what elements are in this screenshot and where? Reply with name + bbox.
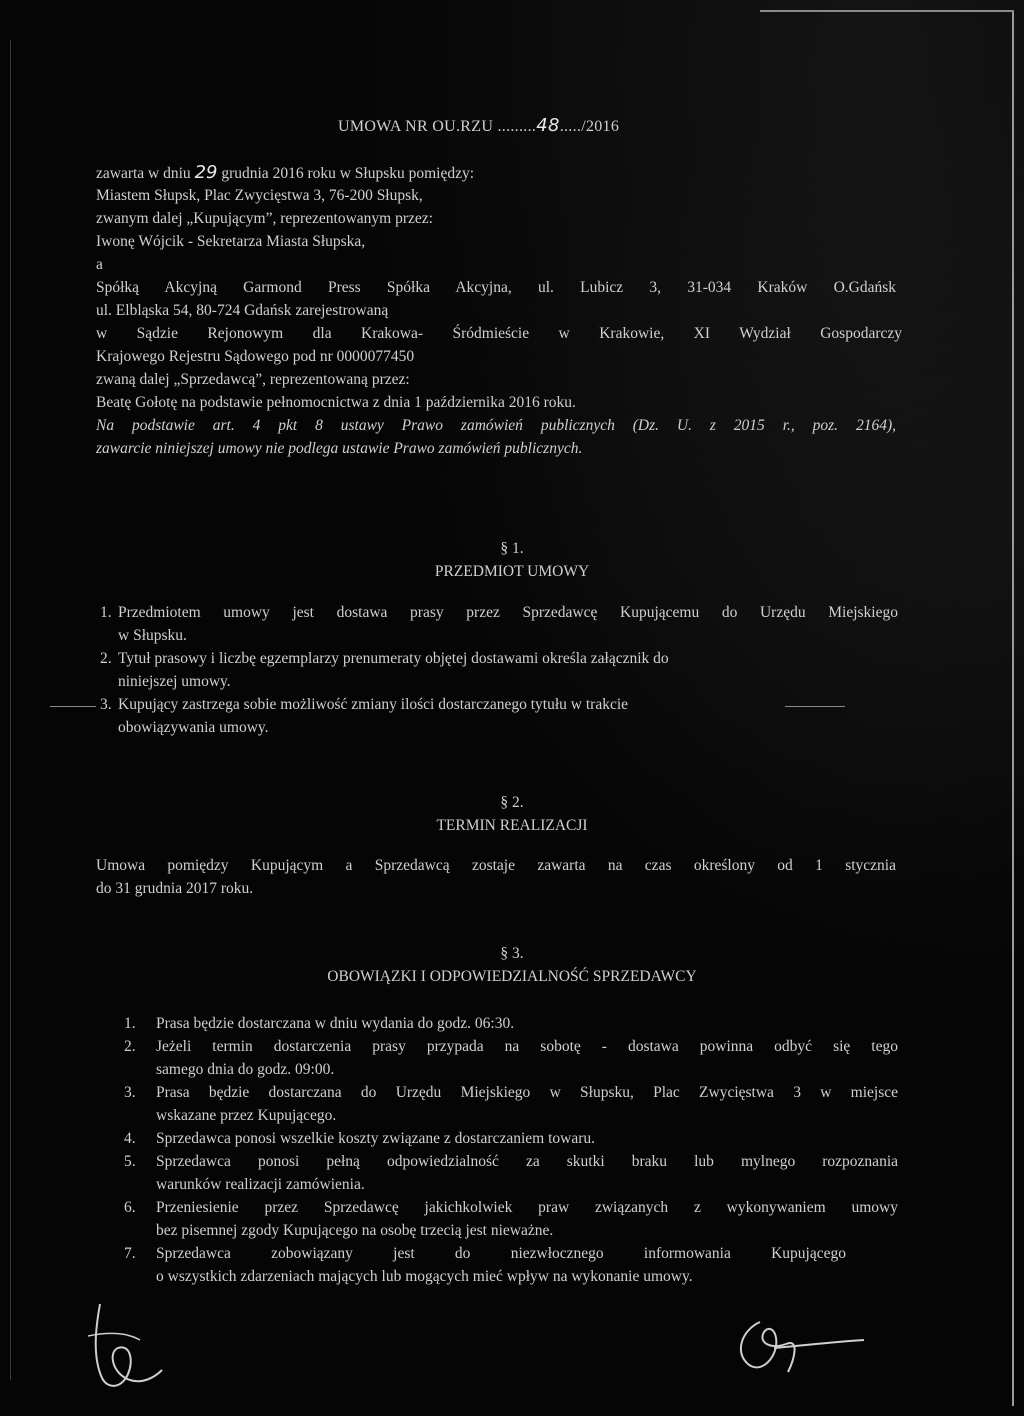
s3-item-7-num: 7.	[124, 1245, 136, 1262]
title-dots-2: .....	[559, 118, 582, 135]
s3-item-5-line2: warunków realizacji zamówienia.	[156, 1176, 365, 1193]
s3-item-1-line1: Prasa będzie dostarczana w dniu wydania do godz. 06:30.	[156, 1015, 515, 1032]
buyer-name: Miastem Słupsk, Plac Zwycięstwa 3, 76-200 Słupsk,	[96, 187, 423, 204]
s3-item-4-num: 4.	[124, 1130, 136, 1147]
strike-mark-right	[785, 706, 845, 707]
s3-item-2-line1: Jeżeli termin dostarczenia prasy przypada na sobotę - dostawa powinna odbyć się tego	[156, 1038, 898, 1055]
conjunction: a	[96, 256, 103, 273]
s3-item-5-num: 5.	[124, 1153, 136, 1170]
buyer-alias: zwanym dalej „Kupującym”, reprezentowanym przez:	[96, 210, 433, 227]
s3-item-1-num: 1.	[124, 1015, 136, 1032]
s3-item-2-num: 2.	[124, 1038, 136, 1055]
s3-item-4-line1: Sprzedawca ponosi wszelkie koszty związane z dostarczaniem towaru.	[156, 1130, 595, 1147]
s1-item-2-line1: Tytuł prasowy i liczbę egzemplarzy prenumeraty objętej dostawami określa załącznik do	[118, 650, 669, 667]
s3-item-5-line1: Sprzedawca ponosi pełną odpowiedzialność za skutki braku lub mylnego rozpoznania	[156, 1153, 898, 1170]
s1-item-2-num: 2.	[100, 650, 112, 667]
s2-text-line2: do 31 grudnia 2017 roku.	[96, 880, 254, 897]
title-year: /2016	[581, 118, 620, 135]
section-1-number: § 1.	[500, 540, 524, 557]
s3-item-7-line1: Sprzedawca zobowiązany jest do niezwłocznego informowania Kupującego	[156, 1245, 846, 1262]
s1-item-3-line1: Kupujący zastrzega sobie możliwość zmiany ilości dostarczanego tytułu w trakcie	[118, 696, 629, 713]
handwritten-day: 29	[194, 162, 218, 183]
seller-name: Spółką Akcyjną Garmond Press Spółka Akcyjna, ul. Lubicz 3, 31-034 Kraków O.Gdańsk	[96, 279, 896, 296]
seller-signature	[730, 1310, 870, 1380]
s3-item-2-line2: samego dnia do godz. 09:00.	[156, 1061, 335, 1078]
s1-item-1-line2: w Słupsku.	[118, 627, 187, 644]
intro-date-line	[96, 163, 474, 183]
seller-alias: zwaną dalej „Sprzedawcą”, reprezentowaną przez:	[96, 371, 410, 388]
s3-item-3-line1: Prasa będzie dostarczana do Urzędu Miejskiego w Słupsku, Plac Zwycięstwa 3 w miejsce	[156, 1084, 898, 1101]
contract-title	[338, 116, 619, 136]
s3-item-3-line2: wskazane przez Kupującego.	[156, 1107, 337, 1124]
s3-item-7-line2: o wszystkich zdarzeniach mających lub mogących mieć wpływ na wykonanie umowy.	[156, 1268, 693, 1285]
seller-registry: Krajowego Rejestru Sądowego pod nr 0000077450	[96, 348, 415, 365]
title-dots: .........	[497, 118, 537, 135]
s3-item-6-line2: bez pisemnej zgody Kupującego na osobę trzecią jest nieważne.	[156, 1222, 554, 1239]
section-2-heading: TERMIN REALIZACJI	[436, 817, 588, 834]
intro-date-prefix: zawarta w dniu	[96, 165, 195, 182]
s2-text-line1: Umowa pomiędzy Kupującym a Sprzedawcą zostaje zawarta na czas określony od 1 stycznia	[96, 857, 896, 874]
legal-basis-cont: zawarcie niniejszej umowy nie podlega ustawie Prawo zamówień publicznych.	[96, 440, 583, 457]
seller-representative: Beatę Gołotę na podstawie pełnomocnictwa z dnia 1 października 2016 roku.	[96, 394, 576, 411]
handwritten-contract-number: 48	[536, 115, 560, 136]
section-3-heading: OBOWIĄZKI I ODPOWIEDZIALNOŚĆ SPRZEDAWCY	[327, 968, 697, 985]
s1-item-2-line2: niniejszej umowy.	[118, 673, 231, 690]
s3-item-3-num: 3.	[124, 1084, 136, 1101]
seller-court: w Sądzie Rejonowym dla Krakowa- Śródmieście w Krakowie, XI Wydział Gospodarczy	[96, 325, 902, 342]
seller-address: ul. Elbląska 54, 80-724 Gdańsk zarejestrowaną	[96, 302, 389, 319]
section-3-number: § 3.	[500, 945, 524, 962]
title-prefix: UMOWA NR OU.RZU	[338, 118, 498, 135]
legal-basis: Na podstawie art. 4 pkt 8 ustawy Prawo zamówień publicznych (Dz. U. z 2015 r., poz. 2164),	[96, 417, 896, 434]
intro-date-suffix: grudnia 2016 roku w Słupsku pomiędzy:	[217, 165, 475, 182]
section-1-heading: PRZEDMIOT UMOWY	[434, 563, 590, 580]
s3-item-6-line1: Przeniesienie przez Sprzedawcę jakichkolwiek praw związanych z wykonywaniem umowy	[156, 1199, 898, 1216]
section-2-number: § 2.	[500, 794, 524, 811]
buyer-signature	[78, 1296, 168, 1396]
s1-item-3-num: 3.	[100, 696, 112, 713]
strike-mark-left	[50, 706, 96, 707]
buyer-representative: Iwonę Wójcik - Sekretarza Miasta Słupska,	[96, 233, 366, 250]
s1-item-1-line1: Przedmiotem umowy jest dostawa prasy przez Sprzedawcę Kupującemu do Urzędu Miejskiego	[118, 604, 898, 621]
s1-item-3-line2: obowiązywania umowy.	[118, 719, 269, 736]
s3-item-6-num: 6.	[124, 1199, 136, 1216]
s1-item-1-num: 1.	[100, 604, 112, 621]
